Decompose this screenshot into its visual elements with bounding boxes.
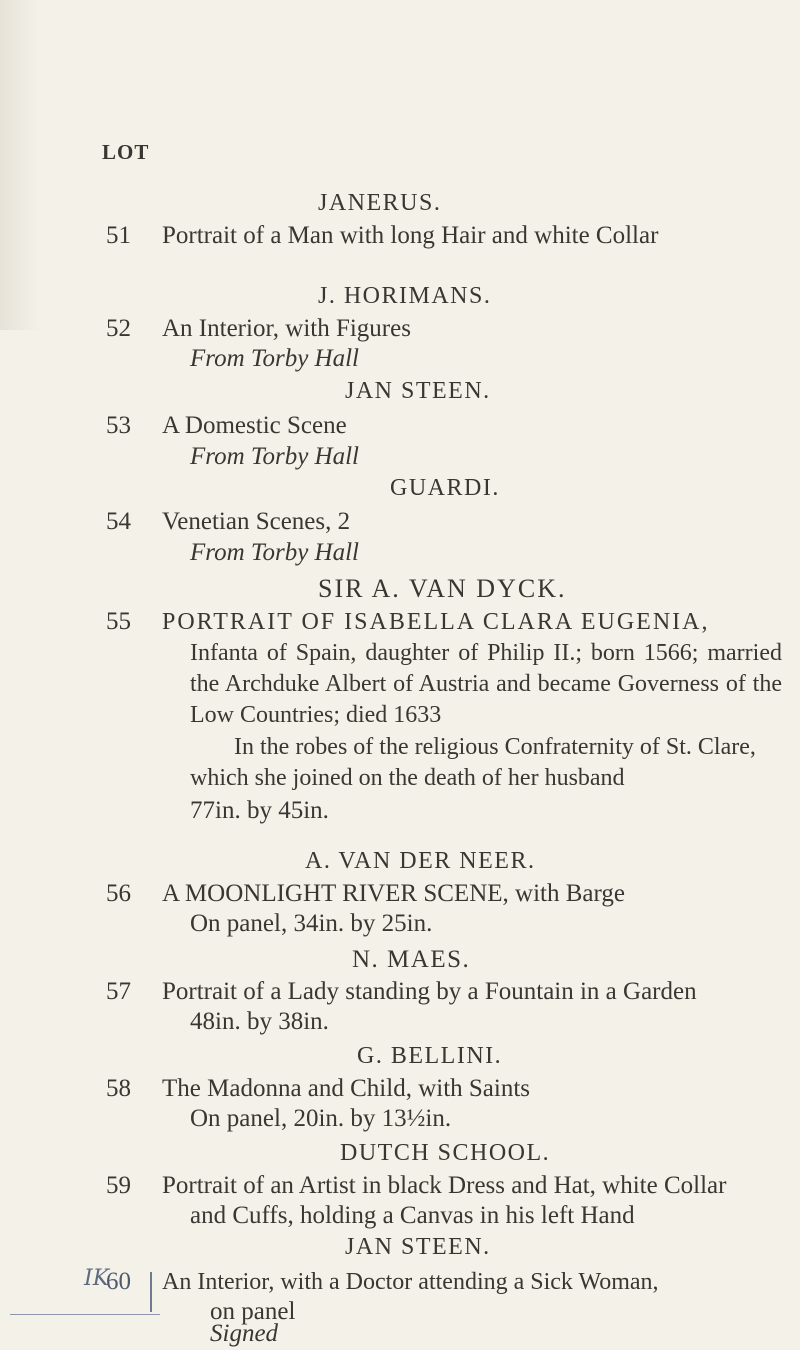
- lot-title: A Domestic Scene: [162, 412, 347, 439]
- lot-details: On panel, 34in. by 25in.: [190, 910, 433, 937]
- artist-name: JAN STEEN.: [345, 378, 491, 404]
- artist-name: J. HORIMANS.: [318, 283, 492, 309]
- handwritten-annotation: [0, 1262, 160, 1312]
- lot-number: 52: [106, 315, 131, 342]
- lot-provenance: From Torby Hall: [190, 443, 360, 470]
- lot-title: PORTRAIT OF ISABELLA CLARA EUGENIA,: [162, 609, 710, 635]
- lot-details: On panel, 20in. by 13½in.: [190, 1105, 452, 1132]
- lot-number: 51: [106, 222, 131, 249]
- lot-title: Portrait of an Artist in black Dress and Hat, white Collar: [162, 1172, 727, 1199]
- lot-description-continued: In the robes of the religious Confraternity of St. Clare, which she joined on the death of her husband: [190, 734, 756, 791]
- lot-number: 58: [106, 1075, 131, 1102]
- lot-provenance: From Torby Hall: [190, 539, 360, 566]
- lot-column-heading: LOT: [102, 140, 150, 164]
- lot-number: 59: [106, 1172, 131, 1199]
- lot-signature-note: Signed: [210, 1320, 279, 1347]
- annotation-bracket: [150, 1272, 152, 1312]
- artist-name: SIR A. VAN DYCK.: [318, 574, 567, 603]
- lot-number: 56: [106, 880, 131, 907]
- lot-details: and Cuffs, holding a Canvas in his left Hand: [190, 1202, 635, 1229]
- lot-number: 53: [106, 412, 131, 439]
- lot-number: 55: [106, 608, 131, 635]
- lot-title: The Madonna and Child, with Saints: [162, 1075, 531, 1102]
- artist-name: G. BELLINI.: [357, 1043, 503, 1069]
- lot-number: 57: [106, 978, 131, 1005]
- artist-name: DUTCH SCHOOL.: [340, 1140, 551, 1166]
- lot-title: An Interior, with a Doctor attending a Sick Woman,: [162, 1269, 659, 1295]
- lot-title: A MOONLIGHT RIVER SCENE, with Barge: [162, 880, 625, 907]
- artist-name: JANERUS.: [318, 190, 442, 216]
- lot-dimensions: 77in. by 45in.: [190, 797, 329, 824]
- lot-description: Infanta of Spain, daughter of Philip II.; born 1566; married the Archduke Albert of Austria and became Governess of the Low Countries; died 1633: [190, 640, 782, 728]
- lot-title: Portrait of a Man with long Hair and white Collar: [162, 222, 659, 249]
- lot-title: Portrait of a Lady standing by a Fountain in a Garden: [162, 978, 697, 1005]
- artist-name: JAN STEEN.: [345, 1234, 491, 1260]
- lot-number: 60: [106, 1268, 131, 1295]
- lot-provenance: From Torby Hall: [190, 345, 360, 372]
- lot-number: 54: [106, 508, 131, 535]
- artist-name: N. MAES.: [352, 946, 471, 973]
- lot-title: Venetian Scenes, 2: [162, 508, 351, 535]
- lot-title: An Interior, with Figures: [162, 315, 411, 342]
- lot-details: 48in. by 38in.: [190, 1008, 329, 1035]
- page-edge: [0, 0, 40, 330]
- lot-details: on panel: [210, 1298, 296, 1325]
- artist-name: GUARDI.: [390, 475, 500, 501]
- artist-name: A. VAN DER NEER.: [305, 848, 536, 874]
- annotation-underline: [10, 1314, 160, 1315]
- annotation-text: IK: [84, 1266, 110, 1291]
